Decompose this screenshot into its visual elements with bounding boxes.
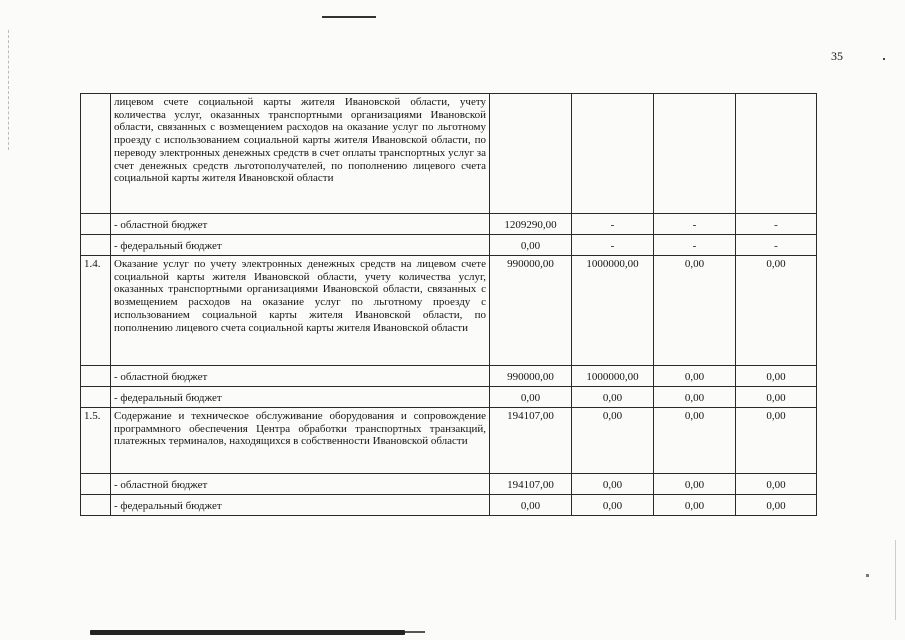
row-description: - федеральный бюджет xyxy=(111,387,490,408)
table-row xyxy=(81,474,817,495)
row-number: 1.5. xyxy=(81,408,111,474)
value-cell: 0,00 xyxy=(736,474,817,495)
row-description: - областной бюджет xyxy=(111,474,490,495)
value-cell: 0,00 xyxy=(736,408,817,474)
table-row xyxy=(81,256,817,366)
scan-edge xyxy=(895,540,896,620)
row-description: - областной бюджет xyxy=(111,214,490,235)
value-cell xyxy=(736,94,817,214)
row-number xyxy=(81,214,111,235)
row-description: - областной бюджет xyxy=(111,366,490,387)
scan-artifact-bar xyxy=(90,630,405,635)
value-cell: 194107,00 xyxy=(490,474,572,495)
page-number: 35 xyxy=(831,49,843,63)
row-number xyxy=(81,474,111,495)
value-cell: 0,00 xyxy=(654,256,736,366)
value-cell: - xyxy=(654,235,736,256)
row-description: Содержание и техническое обслуживание оборудования и сопровождение программного обеспечения Центра обработки транспортных транзакций, платежных терминалов, находящихся в собственности Ивановской области xyxy=(111,408,490,474)
row-number xyxy=(81,495,111,516)
value-cell: 0,00 xyxy=(490,495,572,516)
budget-table xyxy=(80,93,817,516)
scan-artifact-bar xyxy=(405,631,425,633)
value-cell: 0,00 xyxy=(736,495,817,516)
row-number xyxy=(81,94,111,214)
scan-edge xyxy=(8,30,10,150)
value-cell: 0,00 xyxy=(572,408,654,474)
value-cell: 0,00 xyxy=(736,256,817,366)
value-cell: 0,00 xyxy=(654,408,736,474)
row-number xyxy=(81,387,111,408)
row-description: лицевом счете социальной карты жителя Ивановской области, учету количества услуг, оказанных транспортными организациями Ивановской области, связанных с возмещением расходов на оказание услуг по льготному проезду с использованием социальной карты жителя Ивановской области, по переводу электронных денежных средств в счет оплаты транспортных услуг за счет денежных средств льготополучателей, по пополнению лицевого счета социальной карты жителя Ивановской области xyxy=(111,94,490,214)
value-cell xyxy=(490,94,572,214)
table-row xyxy=(81,408,817,474)
row-description: Оказание услуг по учету электронных денежных средств на лицевом счете социальной карты жителя Ивановской области, учету количества услуг, оказанных транспортными организациями Ивановской области, связанных с возмещением расходов на оказание услуг по льготному проезду с использованием социальной карты жителя Ивановской области, по пополнению лицевого счета социальной карты жителя Ивановской области xyxy=(111,256,490,366)
value-cell: 0,00 xyxy=(490,235,572,256)
table-row xyxy=(81,214,817,235)
value-cell: - xyxy=(736,235,817,256)
value-cell: 990000,00 xyxy=(490,366,572,387)
scan-speck xyxy=(883,58,885,60)
value-cell: - xyxy=(654,214,736,235)
value-cell: 0,00 xyxy=(736,366,817,387)
header-rule xyxy=(322,16,376,18)
table-row xyxy=(81,94,817,214)
row-number xyxy=(81,366,111,387)
value-cell: - xyxy=(736,214,817,235)
value-cell: 990000,00 xyxy=(490,256,572,366)
table-row xyxy=(81,495,817,516)
value-cell: 0,00 xyxy=(654,495,736,516)
value-cell: 1209290,00 xyxy=(490,214,572,235)
value-cell: 0,00 xyxy=(654,387,736,408)
table-row xyxy=(81,366,817,387)
value-cell: 0,00 xyxy=(654,474,736,495)
value-cell: 1000000,00 xyxy=(572,256,654,366)
value-cell: 0,00 xyxy=(572,474,654,495)
scan-speck xyxy=(866,574,869,577)
row-number xyxy=(81,235,111,256)
value-cell: 0,00 xyxy=(736,387,817,408)
table-row xyxy=(81,387,817,408)
value-cell xyxy=(572,94,654,214)
row-number: 1.4. xyxy=(81,256,111,366)
value-cell: 0,00 xyxy=(572,495,654,516)
table-row xyxy=(81,235,817,256)
value-cell: - xyxy=(572,214,654,235)
value-cell: 1000000,00 xyxy=(572,366,654,387)
value-cell: 0,00 xyxy=(490,387,572,408)
row-description: - федеральный бюджет xyxy=(111,495,490,516)
value-cell: - xyxy=(572,235,654,256)
value-cell xyxy=(654,94,736,214)
row-description: - федеральный бюджет xyxy=(111,235,490,256)
value-cell: 0,00 xyxy=(572,387,654,408)
value-cell: 0,00 xyxy=(654,366,736,387)
value-cell: 194107,00 xyxy=(490,408,572,474)
